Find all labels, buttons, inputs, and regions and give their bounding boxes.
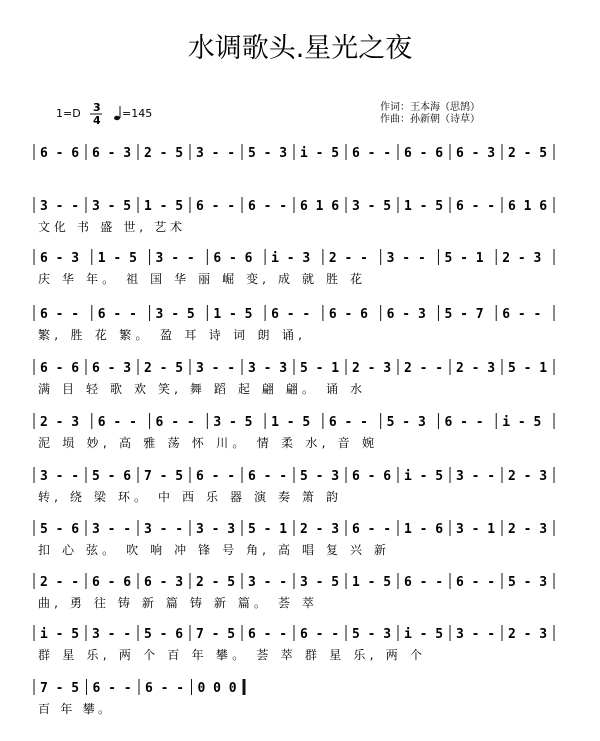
measure: 2 - 3 (40, 415, 80, 430)
tempo: =145 (122, 107, 153, 120)
measure: 6 - - (155, 415, 195, 430)
measure: 2 - 5 (196, 575, 236, 590)
measure: 2 - 3 (502, 251, 542, 266)
measure: 5 - 3 (352, 627, 392, 642)
measure: 2 - 3 (352, 361, 392, 376)
key-signature: 1=D (56, 107, 81, 120)
measure: 6 - - (352, 146, 392, 161)
score-row (34, 679, 244, 716)
measure: 5 - 1 (508, 361, 548, 376)
measure: 5 - 1 (248, 522, 288, 537)
measure: 2 - 3 (508, 627, 548, 642)
measure: 2 - - (404, 361, 444, 376)
measure: 6 - 6 (40, 146, 80, 161)
time-signature-bottom: 4 (93, 114, 101, 127)
lyric-line: 群 星 乐, 两 个 百 年 攀。 荟 萃 群 星 乐, 两 个 (38, 648, 422, 662)
lyric-line: 泥 埙 妙, 高 雅 荡 怀 川。 情 柔 水, 音 婉 (38, 436, 374, 450)
measure: 6 - 6 (40, 361, 80, 376)
score-row (34, 359, 554, 396)
quarter-note-icon (114, 116, 120, 120)
measure: 7 - 5 (40, 681, 80, 696)
measure: 5 - 6 (92, 469, 132, 484)
measure: 3 - 5 (92, 199, 132, 214)
measure: 2 - 5 (144, 146, 184, 161)
measure: 5 - 3 (508, 575, 548, 590)
measure: 1 - 5 (144, 199, 184, 214)
measure: 1 - 5 (271, 415, 311, 430)
measure: 6 - - (97, 307, 137, 322)
measure: 5 - 3 (386, 415, 426, 430)
measure: 6 - 3 (386, 307, 426, 322)
measure: 6 - - (300, 627, 340, 642)
measure: 5 - 1 (444, 251, 484, 266)
score-rows (34, 144, 554, 716)
measure: 3 - - (40, 199, 80, 214)
measure: 3 - 5 (300, 575, 340, 590)
measure: 3 - - (92, 627, 132, 642)
measure: 3 - - (248, 575, 288, 590)
measure: 0 0 0 (197, 681, 237, 696)
measure: 2 - - (40, 575, 80, 590)
measure: 2 - 3 (508, 522, 548, 537)
lyric-line: 文化 书 盛 世, 艺术 (38, 220, 182, 234)
measure: 6 - - (456, 199, 496, 214)
measure: 3 - 3 (248, 361, 288, 376)
measure: 6 - - (248, 199, 288, 214)
measure: 3 - 5 (352, 199, 392, 214)
measure: 2 - 5 (144, 361, 184, 376)
score-row (34, 197, 554, 234)
measure: 3 - 5 (155, 307, 195, 322)
measure: 3 - 5 (213, 415, 253, 430)
lyric-line: 百 年 攀。 (38, 702, 110, 716)
measure: 6 - 3 (92, 361, 132, 376)
measure: i - 5 (502, 415, 542, 430)
lyric-line: 曲, 勇 往 铸 新 篇 铸 新 篇。 荟 萃 (38, 596, 314, 610)
measure: 6 - 3 (92, 146, 132, 161)
measure: 3 - - (386, 251, 426, 266)
measure: 2 - - (328, 251, 369, 266)
score-row (34, 625, 554, 662)
measure: 2 - 3 (300, 522, 340, 537)
measure: 5 - 6 (40, 522, 80, 537)
measure: 5 - 1 (300, 361, 340, 376)
measure: i - 5 (404, 469, 444, 484)
song-title: 水调歌头.星光之夜 (187, 33, 413, 64)
measure: 1 - 5 (404, 199, 444, 214)
measure: 3 - - (456, 627, 496, 642)
measure: 1 - 5 (352, 575, 392, 590)
measure: 6 - - (40, 307, 80, 322)
measure: 5 - 6 (144, 627, 184, 642)
measure: 6 - - (196, 469, 236, 484)
measure: i - 5 (404, 627, 444, 642)
measure: 1 - 5 (97, 251, 137, 266)
measure: 6 - - (456, 575, 496, 590)
measure: 3 - - (92, 522, 132, 537)
measure: 6 - - (271, 307, 311, 322)
score-row (34, 144, 554, 161)
measure: 6 - - (92, 681, 132, 696)
measure: 5 - 3 (248, 146, 288, 161)
lyric-line: 满 目 轻 歌 欢 笑, 舞 蹈 起 翩 翩。 诵 水 (38, 382, 362, 396)
measure: 6 - 6 (328, 307, 369, 322)
measure: 3 - - (196, 146, 236, 161)
measure: 6 - - (352, 522, 392, 537)
measure: 6 - - (248, 469, 288, 484)
composer-credit: 作曲：孙新朝（诗草） (380, 114, 480, 125)
time-signature-top: 3 (93, 101, 101, 114)
measure: 6 1 6 (300, 199, 340, 214)
measure: 6 - 6 (92, 575, 132, 590)
score-row (34, 249, 554, 286)
measure: i - 5 (40, 627, 80, 642)
measure: 3 - 3 (196, 522, 236, 537)
measure: 6 - - (196, 199, 236, 214)
measure: 1 - 6 (404, 522, 444, 537)
measure: 6 - 6 (352, 469, 392, 484)
measure: 6 - - (328, 415, 369, 430)
measure: 3 - - (456, 469, 496, 484)
score-row (34, 520, 554, 557)
measure: 6 1 6 (508, 199, 548, 214)
measure: 2 - 5 (508, 146, 548, 161)
measure: 7 - 5 (196, 627, 236, 642)
lyricist-credit: 作词：王本海（思鹄） (380, 102, 480, 113)
lyric-line: 庆 华 年。 祖 国 华 丽 崛 变, 成 就 胜 花 (38, 272, 362, 286)
measure: 1 - 5 (213, 307, 253, 322)
measure: 6 - 3 (456, 146, 496, 161)
measure: 5 - 7 (444, 307, 484, 322)
measure: 6 - - (97, 415, 137, 430)
measure: 6 - 3 (40, 251, 80, 266)
measure: 2 - 3 (456, 361, 496, 376)
measure: 3 - - (40, 469, 80, 484)
score-row (34, 467, 554, 504)
measure: 6 - 3 (144, 575, 184, 590)
measure: 6 - - (444, 415, 484, 430)
measure: 7 - 5 (144, 469, 184, 484)
measure: 3 - - (196, 361, 236, 376)
measure: 6 - 6 (213, 251, 253, 266)
measure: 6 - - (145, 681, 185, 696)
measure: 3 - - (144, 522, 184, 537)
lyric-line: 繁, 胜 花 繁。 盈 耳 诗 词 朗 诵, (38, 328, 302, 342)
measure: 5 - 3 (300, 469, 340, 484)
score-row (34, 413, 554, 450)
measure: 2 - 3 (508, 469, 548, 484)
measure: 3 - 1 (456, 522, 496, 537)
measure: i - 5 (300, 146, 340, 161)
score-row (34, 573, 554, 610)
score-row (34, 305, 554, 342)
measure: 6 - 6 (404, 146, 444, 161)
measure: i - 3 (271, 251, 311, 266)
measure: 6 - - (248, 627, 288, 642)
measure: 6 - - (502, 307, 542, 322)
measure: 6 - - (404, 575, 444, 590)
lyric-line: 扣 心 弦。 吹 响 冲 锋 号 角, 高 唱 复 兴 新 (38, 543, 387, 557)
measure: 3 - - (155, 251, 195, 266)
lyric-line: 转, 绕 梁 环。 中 西 乐 器 演 奏 箫 韵 (38, 490, 338, 504)
